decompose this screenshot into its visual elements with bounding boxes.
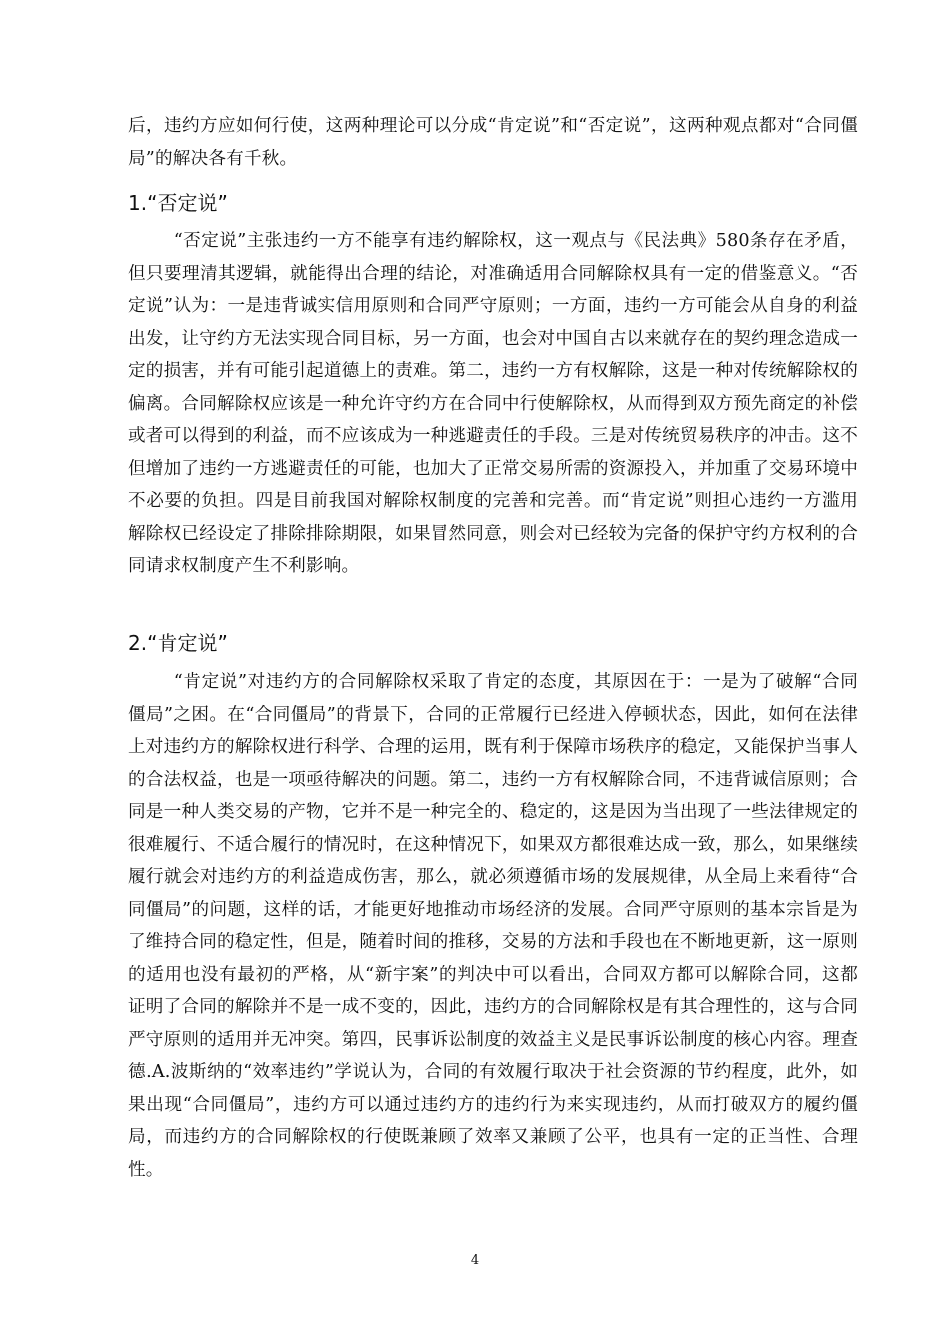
intro-paragraph: 后，违约方应如何行使，这两种理论可以分成“肯定说”和“否定说”，这两种观点都对“合同僵局”的解决各有千秋。 [128,116,858,169]
section-paragraph-negative-theory: “否定说”主张违约一方不能享有违约解除权，这一观点与《民法典》580条存在矛盾，但只要理清其逻辑，就能得出合理的结论，对准确适用合同解除权具有一定的借鉴意义。“否定说”认为：一是违背诚实信用原则和合同严守原则；一方面，违约一方可能会从自身的利益出发，让守约方无法实现合同目标，另一方面，也会对中国自古以来就存在的契约理念造成一定的损害，并有可能引起道德上的责难。第二，违约一方有权解除，这是一种对传统解除权的偏离。合同解除权应该是一种允许守约方在合同中行使解除权，从而得到双方预先商定的补偿或者可以得到的利益，而不应该成为一种逃避责任的手段。三是对传统贸易秩序的冲击。这不但增加了违约一方逃避责任的可能，也加大了正常交易所需的资源投入，并加重了交易环境中不必要的负担。四是目前我国对解除权制度的完善和完善。而“肯定说”则担心违约一方滥用解除权已经设定了排除排除期限，如果冒然同意，则会对已经较为完备的保护守约方权利的合同请求权制度产生不利影响。 [128,231,858,576]
section-heading-positive-theory: 2.“肯定说” [128,631,228,655]
section-heading-negative-theory: 1.“否定说” [128,191,228,215]
page-number: 4 [470,1253,480,1268]
section-paragraph-positive-theory: “肯定说”对违约方的合同解除权采取了肯定的态度，其原因在于：一是为了破解“合同僵局”之困。在“合同僵局”的背景下，合同的正常履行已经进入停顿状态，因此，如何在法律上对违约方的解除权进行科学、合理的运用，既有利于保障市场秩序的稳定，又能保护当事人的合法权益，也是一项亟待解决的问题。第二，违约一方有权解除合同，不违背诚信原则；合同是一种人类交易的产物，它并不是一种完全的、稳定的，这是因为当出现了一些法律规定的很难履行、不适合履行的情况时，在这种情况下，如果双方都很难达成一致，那么，如果继续履行就会对违约方的利益造成伤害，那么，就必须遵循市场的发展规律，从全局上来看待“合同僵局”的问题，这样的话，才能更好地推动市场经济的发展。合同严守原则的基本宗旨是为了维持合同的稳定性，但是，随着时间的推移，交易的方法和手段也在不断地更新，这一原则的适用也没有最初的严格，从“新宇案”的判决中可以看出，合同双方都可以解除合同，这都证明了合同的解除并不是一成不变的，因此，违约方的合同解除权是有其合理性的，这与合同严守原则的适用并无冲突。第四，民事诉讼制度的效益主义是民事诉讼制度的核心内容。理查德.A.波斯纳的“效率违约”学说认为，合同的有效履行取决于社会资源的节约程度，此外，如果出现“合同僵局”，违约方可以通过违约方的违约行为来实现违约，从而打破双方的履约僵局，而违约方的合同解除权的行使既兼顾了效率又兼顾了公平，也具有一定的正当性、合理性。 [128,672,858,1180]
